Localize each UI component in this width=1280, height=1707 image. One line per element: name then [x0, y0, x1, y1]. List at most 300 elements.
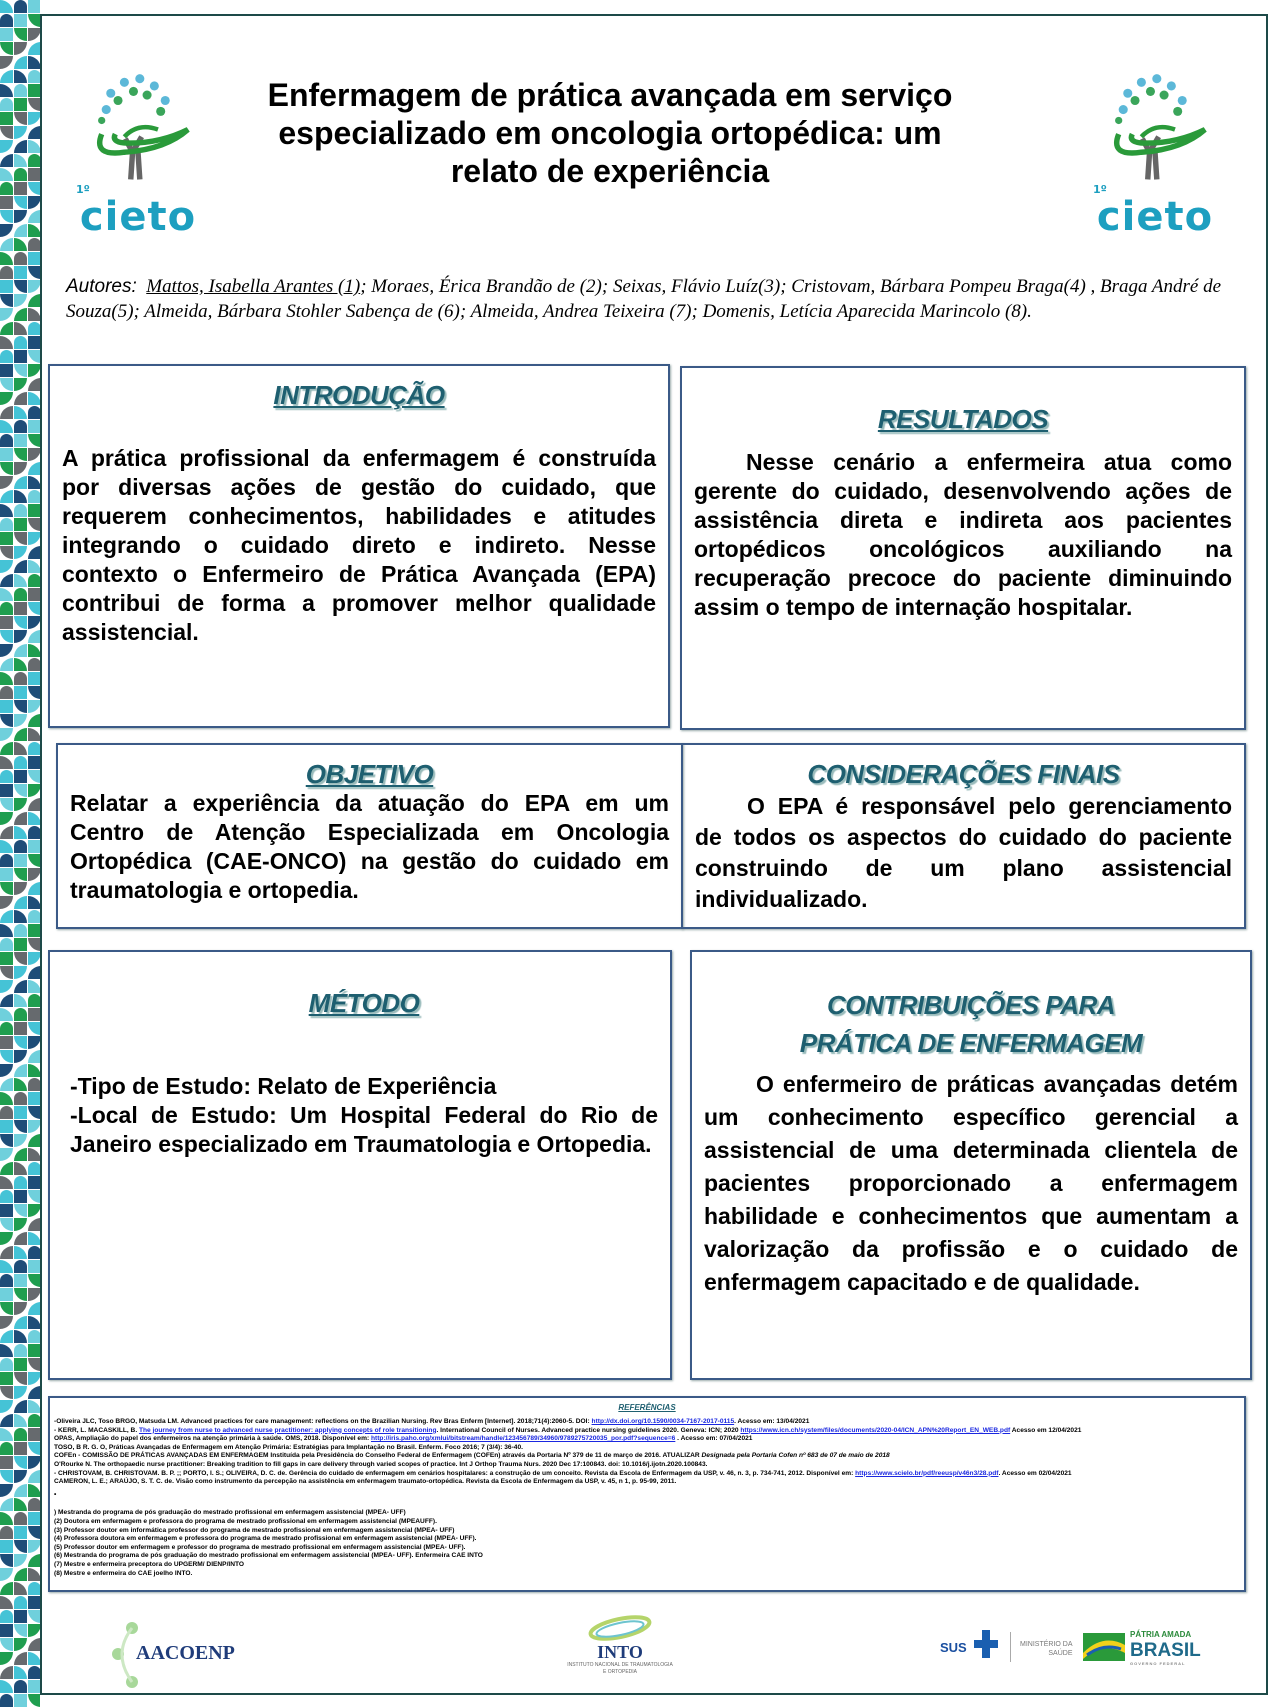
pattern-tile [28, 1344, 40, 1357]
pattern-tile [14, 1120, 27, 1133]
pattern-tile [14, 42, 27, 55]
pattern-tile [28, 1456, 40, 1469]
logo-text: cieto [79, 194, 197, 240]
pattern-tile [0, 588, 13, 601]
reference-item [54, 1470, 1240, 1479]
pattern-tile [28, 896, 40, 909]
pattern-tile [14, 1288, 27, 1301]
pattern-tile [14, 1372, 27, 1385]
reference-text: . International Council of Nurses. Advanced practice nursing guidelines 2020. Geneva: ICN; 2020 [436, 1426, 741, 1434]
section-heading: INTRODUÇÃO [273, 380, 445, 410]
pattern-tile [14, 1316, 27, 1329]
pattern-tile [0, 1008, 13, 1021]
pattern-tile [28, 1204, 40, 1217]
pattern-tile [14, 280, 27, 293]
pattern-tile [0, 1316, 13, 1329]
title-line: especializado em oncologia ortopédica: um [278, 115, 942, 151]
reference-item [54, 1418, 1240, 1427]
pattern-tile [28, 1358, 40, 1371]
pattern-tile [28, 1008, 40, 1021]
logo-text: cieto [1096, 194, 1214, 240]
pattern-tile [14, 1498, 27, 1511]
pattern-tile [28, 574, 40, 587]
cieto-logo-left [68, 66, 208, 241]
ministerio-line: MINISTÉRIO DA [1020, 1641, 1073, 1648]
pattern-tile [28, 308, 40, 321]
pattern-tile [14, 686, 27, 699]
pattern-tile [28, 1442, 40, 1455]
pattern-tile [0, 1372, 13, 1385]
pattern-tile [0, 560, 13, 573]
pattern-tile [14, 784, 27, 797]
affiliations-list [54, 1509, 1240, 1578]
pattern-tile [0, 966, 13, 979]
pattern-tile [0, 784, 13, 797]
pattern-tile [14, 1148, 27, 1161]
pattern-tile [28, 1428, 40, 1441]
pattern-tile [0, 196, 13, 209]
pattern-tile [0, 1694, 13, 1707]
pattern-tile [14, 1540, 27, 1553]
pattern-tile [28, 56, 40, 69]
section-metodo [48, 950, 672, 1380]
pattern-tile [0, 280, 13, 293]
pattern-tile [0, 420, 13, 433]
pattern-tile [0, 1596, 13, 1609]
pattern-tile [0, 1456, 13, 1469]
pattern-tile [14, 1694, 27, 1707]
pattern-tile [0, 70, 13, 83]
pattern-tile [28, 1078, 40, 1091]
pattern-tile [28, 266, 40, 279]
pattern-tile [28, 490, 40, 503]
pattern-tile [14, 364, 27, 377]
reference-text: . Acesso em 02/04/2021 [998, 1469, 1072, 1477]
pattern-tile [14, 952, 27, 965]
tree-lamp-icon [1085, 66, 1225, 184]
pattern-tile [0, 238, 13, 251]
pattern-tile [14, 812, 27, 825]
pattern-tile [28, 1162, 40, 1175]
pattern-tile [28, 336, 40, 349]
pattern-tile [28, 602, 40, 615]
pattern-tile [28, 1190, 40, 1203]
pattern-tile [0, 1050, 13, 1063]
reference-text: OPAS, Ampliação do papel dos enfermeiros na atenção primária à saúde. OMS, 2018. Disponível em: [54, 1435, 371, 1443]
section-body-line: -Tipo de Estudo: Relato de Experiência [70, 1073, 497, 1099]
pattern-tile [14, 1526, 27, 1539]
pattern-tile [14, 1344, 27, 1357]
pattern-tile [28, 812, 40, 825]
pattern-tile [28, 126, 40, 139]
pattern-tile [14, 826, 27, 839]
pattern-tile [28, 182, 40, 195]
pattern-tile [28, 420, 40, 433]
pattern-tile [28, 1218, 40, 1231]
section-introducao [48, 364, 670, 728]
pattern-tile [14, 770, 27, 783]
pattern-tile [0, 1078, 13, 1091]
pattern-tile [14, 1638, 27, 1651]
pattern-tile [0, 504, 13, 517]
pattern-tile [28, 154, 40, 167]
pattern-tile [0, 350, 13, 363]
ring-icon [585, 1614, 655, 1642]
reference-link[interactable]: https://www.scielo.br/pdf/reeusp/v46n3/28.pdf [855, 1469, 999, 1477]
pattern-tile [0, 1428, 13, 1441]
pattern-tile [28, 1470, 40, 1483]
pattern-tile [28, 504, 40, 517]
divider [1010, 1632, 1011, 1662]
pattern-tile [14, 1134, 27, 1147]
section-body: O EPA é responsável pelo gerenciamento de todos os aspectos do cuidado do paciente construindo de um plano assistencial individualizado. [695, 793, 1232, 912]
reference-link[interactable]: The journey from nurse to advanced nurse practitioner: applying concepts of role transitioning [138, 1426, 437, 1434]
pattern-tile [14, 532, 27, 545]
pattern-tile [14, 1232, 27, 1245]
pattern-tile [0, 630, 13, 643]
pattern-tile [28, 210, 40, 223]
pattern-tile [0, 994, 13, 1007]
pattern-tile [14, 882, 27, 895]
pattern-tile [14, 56, 27, 69]
government-logos [940, 1628, 1200, 1673]
reference-text: Designada pela Portaria Cofen nº 683 de 07 de maio de 2018 [701, 1452, 890, 1460]
pattern-tile [0, 1512, 13, 1525]
pattern-tile [0, 1680, 13, 1693]
pattern-tile [0, 56, 13, 69]
pattern-tile [28, 84, 40, 97]
pattern-tile [14, 1400, 27, 1413]
brasil-text: BRASIL [1130, 1640, 1201, 1661]
pattern-tile [0, 182, 13, 195]
reference-text: . Acesso em: 07/04/2021 [675, 1435, 753, 1443]
brasil-flag-icon [1083, 1633, 1125, 1661]
pattern-tile [28, 1512, 40, 1525]
pattern-tile [0, 1610, 13, 1623]
pattern-tile [28, 224, 40, 237]
pattern-tile [14, 0, 27, 13]
pattern-tile [28, 1372, 40, 1385]
pattern-tile [28, 560, 40, 573]
pattern-tile [28, 686, 40, 699]
pattern-tile [0, 28, 13, 41]
pattern-tile [28, 1666, 40, 1679]
pattern-tile [14, 1050, 27, 1063]
pattern-tile [28, 140, 40, 153]
pattern-tile [28, 1652, 40, 1665]
pattern-tile [0, 378, 13, 391]
pattern-tile [0, 336, 13, 349]
pattern-tile [0, 1414, 13, 1427]
section-heading: MÉTODO [308, 988, 420, 1018]
pattern-tile [0, 616, 13, 629]
pattern-tile [28, 966, 40, 979]
pattern-tile [14, 238, 27, 251]
pattern-tile [14, 560, 27, 573]
pattern-tile [0, 854, 13, 867]
pattern-tile [28, 42, 40, 55]
cieto-logo-right [1085, 66, 1225, 241]
reference-text: CAMERON, L. E.; ARAÚJO, S. T. C. de. Visão como instrumento da percepção na assistência em enfermagem traumato-ortopédica. Revista da Escola de Enfermagem da USP, v. 45, n 1, p. 95-99, 2011. [54, 1478, 677, 1486]
pattern-tile [14, 728, 27, 741]
pattern-tile [14, 1512, 27, 1525]
pattern-tile [0, 714, 13, 727]
pattern-tile [0, 308, 13, 321]
pattern-tile [0, 322, 13, 335]
decorative-pattern-strip [0, 0, 40, 1707]
pattern-tile [0, 1344, 13, 1357]
pattern-tile [14, 1414, 27, 1427]
affiliation-item: (4) Professora doutora em enfermagem e professora do programa de mestrado profissional em enfermagem assistencial (MPEA- UFF). [54, 1535, 477, 1543]
sus-text: SUS [940, 1640, 967, 1655]
pattern-tile [28, 756, 40, 769]
pattern-tile [28, 1554, 40, 1567]
into-text: INTO [597, 1642, 643, 1662]
pattern-tile [14, 1596, 27, 1609]
affiliation-item: (8) Mestre e enfermeira do CAE joelho INTO. [54, 1569, 193, 1577]
pattern-tile [28, 1400, 40, 1413]
pattern-tile [14, 112, 27, 125]
pattern-tile [28, 938, 40, 951]
pattern-tile [14, 896, 27, 909]
pattern-tile [14, 1442, 27, 1455]
pattern-tile [0, 1134, 13, 1147]
pattern-tile [28, 1694, 40, 1707]
reference-link[interactable]: http://iris.paho.org/xmlui/bitstream/handle/123456789/34960/9789275720035_por.pdf?sequence=6 [370, 1435, 676, 1443]
pattern-tile [0, 1246, 13, 1259]
pattern-tile [0, 1036, 13, 1049]
pattern-tile [0, 658, 13, 671]
pattern-tile [14, 1666, 27, 1679]
pattern-tile [28, 1540, 40, 1553]
section-heading: CONTRIBUIÇÕES PARA [826, 990, 1116, 1020]
into-logo [565, 1614, 675, 1694]
pattern-tile [28, 532, 40, 545]
pattern-tile [14, 616, 27, 629]
pattern-tile [28, 910, 40, 923]
pattern-tile [14, 392, 27, 405]
pattern-tile [14, 1176, 27, 1189]
pattern-tile [0, 490, 13, 503]
pattern-tile [14, 210, 27, 223]
pattern-tile [28, 1106, 40, 1119]
pattern-tile [14, 602, 27, 615]
pattern-tile [14, 1218, 27, 1231]
pattern-tile [28, 1526, 40, 1539]
section-heading: RESULTADOS [877, 404, 1049, 434]
pattern-tile [28, 280, 40, 293]
pattern-tile [0, 1330, 13, 1343]
pattern-tile [28, 798, 40, 811]
pattern-tile [14, 1260, 27, 1273]
pattern-tile [0, 98, 13, 111]
pattern-tile [0, 294, 13, 307]
pattern-tile [28, 28, 40, 41]
pattern-tile [14, 966, 27, 979]
reference-text: -Oliveira JLC, Toso BRGO, Matsuda LM. Advanced practices for care management: reflections on the Brazilian Nursing. Rev Bras Enferm [Internet]. 2018;71(4):2060-5. DOI: [54, 1418, 592, 1425]
patria-text: PÁTRIA AMADA [1130, 1630, 1192, 1639]
authors-rest: ; Moraes, Érica Brandão de (2); Seixas, Flávio Luíz(3); Cristovam, Bárbara Pompeu Braga(4) , Braga André de Souza(5); Almeida, Bárbara Stohler Sabença de (6); Almeida, Andrea Teixeira (7); Domenis, Letícia Aparecida Marincolo (8). [66, 276, 1222, 322]
pattern-tile [0, 434, 13, 447]
pattern-tile [0, 896, 13, 909]
section-objetivo [56, 743, 683, 929]
pattern-tile [28, 1288, 40, 1301]
pattern-tile [28, 294, 40, 307]
pattern-tile [0, 910, 13, 923]
pattern-tile [28, 1498, 40, 1511]
pattern-tile [28, 1680, 40, 1693]
pattern-tile [0, 1386, 13, 1399]
pattern-tile [14, 756, 27, 769]
pattern-tile [28, 392, 40, 405]
pattern-tile [28, 994, 40, 1007]
reference-text: - KERR, L. MACASKILL, B. [54, 1426, 139, 1434]
ministerio-saude [1020, 1640, 1073, 1658]
pattern-tile [28, 1120, 40, 1133]
pattern-tile [28, 1414, 40, 1427]
pattern-tile [14, 546, 27, 559]
pattern-tile [28, 196, 40, 209]
pattern-tile [0, 252, 13, 265]
pattern-tile [28, 658, 40, 671]
pattern-tile [14, 308, 27, 321]
pattern-tile [14, 252, 27, 265]
pattern-tile [28, 1386, 40, 1399]
pattern-tile [0, 448, 13, 461]
pattern-tile [28, 1596, 40, 1609]
pattern-tile [0, 1120, 13, 1133]
pattern-tile [14, 644, 27, 657]
pattern-tile [0, 1652, 13, 1665]
pattern-tile [14, 1022, 27, 1035]
pattern-tile [0, 756, 13, 769]
pattern-tile [14, 406, 27, 419]
section-heading: OBJETIVO [305, 759, 434, 789]
reference-link[interactable]: https://www.icn.ch/system/files/documents/2020-04/ICN_APN%20Report_EN_WEB.pdf [740, 1426, 1011, 1434]
pattern-tile [28, 1624, 40, 1637]
pattern-tile [0, 1274, 13, 1287]
pattern-tile [28, 252, 40, 265]
pattern-tile [14, 1246, 27, 1259]
pattern-tile [0, 1498, 13, 1511]
pattern-tile [14, 1456, 27, 1469]
section-body-line: -Local de Estudo: Um Hospital Federal do Rio de Janeiro especializado em Traumatologia e Ortopedia. [70, 1102, 658, 1157]
reference-item [54, 1435, 1240, 1444]
pattern-tile [14, 1330, 27, 1343]
pattern-tile [0, 154, 13, 167]
pattern-tile [28, 840, 40, 853]
pattern-tile [14, 462, 27, 475]
section-consideracoes-finais [681, 743, 1246, 929]
pattern-tile [14, 1624, 27, 1637]
pattern-tile [28, 476, 40, 489]
governo-text: GOVERNO FEDERAL [1130, 1661, 1186, 1666]
section-body: Relatar a experiência da atuação do EPA em um Centro de Atenção Especializada em Oncologia Ortopédica (CAE-ONCO) na gestão do cuidado em traumatologia e ortopedia. [70, 790, 669, 903]
pattern-tile [0, 210, 13, 223]
reference-text: Acesso em 12/04/2021 [1010, 1426, 1082, 1434]
pattern-tile [0, 1092, 13, 1105]
pattern-tile [0, 1288, 13, 1301]
pattern-tile [0, 742, 13, 755]
pattern-tile [28, 1064, 40, 1077]
section-body: Nesse cenário a enfermeira atua como gerente do cuidado, desenvolvendo ações de assistência direta e indireta aos pacientes ortopédicos oncológicos auxiliando na recuperação precoce do paciente diminuindo assim o tempo de internação hospitalar. [694, 449, 1232, 620]
pattern-tile [14, 798, 27, 811]
pattern-tile [14, 448, 27, 461]
pattern-tile [0, 980, 13, 993]
pattern-tile [28, 1036, 40, 1049]
pattern-tile [28, 70, 40, 83]
section-heading: CONSIDERAÇÕES FINAIS [807, 759, 1120, 789]
pattern-tile [14, 1204, 27, 1217]
reference-link[interactable]: http://dx.doi.org/10.1590/0034-7167-2017-0115 [591, 1418, 735, 1425]
title-line: relato de experiência [450, 153, 770, 189]
pattern-tile [0, 1442, 13, 1455]
pattern-tile [14, 1358, 27, 1371]
pattern-tile [14, 1106, 27, 1119]
pattern-tile [14, 1274, 27, 1287]
pattern-tile [14, 994, 27, 1007]
pattern-tile [14, 910, 27, 923]
pattern-tile [0, 1666, 13, 1679]
pattern-tile [14, 98, 27, 111]
references-heading: REFERÊNCIAS [618, 1403, 676, 1412]
pattern-tile [28, 1232, 40, 1245]
pattern-tile [28, 980, 40, 993]
pattern-tile [0, 364, 13, 377]
pattern-tile [28, 616, 40, 629]
pattern-tile [0, 686, 13, 699]
pattern-tile [14, 84, 27, 97]
pattern-tile [28, 0, 40, 13]
affiliation-item: (2) Doutora em enfermagem e professora do programa de mestrado profissional em enfermagem assistencial (MPEAUFF). [54, 1517, 437, 1525]
pattern-tile [14, 1386, 27, 1399]
pattern-tile [0, 1638, 13, 1651]
logo-superscript: 1º [1093, 183, 1107, 196]
pattern-tile [28, 770, 40, 783]
pattern-tile [14, 924, 27, 937]
pattern-tile [14, 672, 27, 685]
pattern-tile [28, 1260, 40, 1273]
pattern-tile [28, 672, 40, 685]
pattern-tile [28, 462, 40, 475]
pattern-tile [14, 1568, 27, 1581]
pattern-tile [14, 1036, 27, 1049]
pattern-tile [14, 28, 27, 41]
pattern-tile [0, 1162, 13, 1175]
pattern-tile [14, 224, 27, 237]
pattern-tile [0, 1302, 13, 1315]
section-body: A prática profissional da enfermagem é construída por diversas ações de gestão do cuidado, que requerem conhecimentos, habilidades e atitudes integrando o cuidado direto e indireto. Nesse contexto o Enfermeiro de Prática Avançada (EPA) contribui de forma a promover melhor qualidade assistencial. [62, 445, 656, 645]
pattern-tile [28, 1610, 40, 1623]
pattern-tile [28, 1582, 40, 1595]
affiliation-item: (6) Mestranda do programa de pós graduação do mestrado profissional em enfermagem assistencial (MPEA- UFF). Enfermeira CAE INTO [54, 1552, 483, 1560]
pattern-tile [0, 1568, 13, 1581]
pattern-tile [14, 1582, 27, 1595]
title-line: Enfermagem de prática avançada em serviço [267, 77, 953, 113]
pattern-tile [28, 1092, 40, 1105]
pattern-tile [28, 1134, 40, 1147]
pattern-tile [14, 1470, 27, 1483]
aacoenp-logo [110, 1620, 250, 1690]
pattern-tile [14, 840, 27, 853]
patria-amada-brasil [1130, 1630, 1201, 1667]
pattern-tile [0, 1218, 13, 1231]
pattern-tile [0, 728, 13, 741]
pattern-tile [0, 812, 13, 825]
section-heading: PRÁTICA DE ENFERMAGEM [799, 1028, 1143, 1058]
affiliation-item: ) Mestranda do programa de pós graduação do mestrado profissional em enfermagem assistencial (MPEA- UFF) [54, 1509, 406, 1517]
pattern-tile [28, 700, 40, 713]
